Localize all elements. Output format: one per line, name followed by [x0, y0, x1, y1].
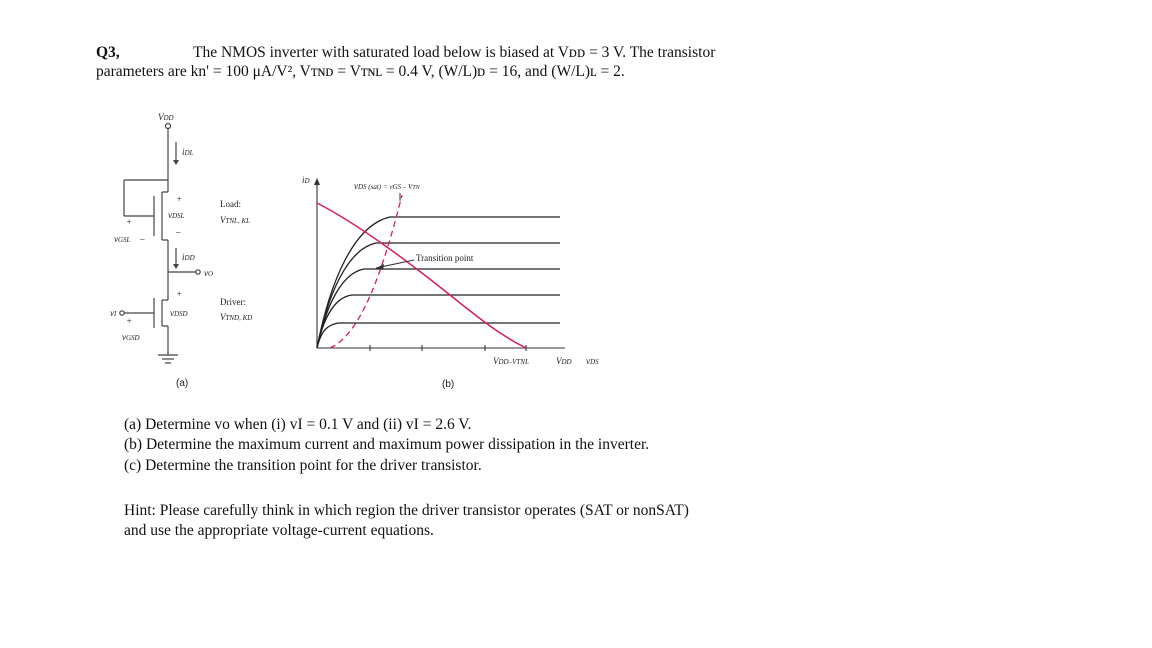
part-b-text: (b) Determine the maximum current and maximum power dissipation in the inverter.	[124, 436, 650, 453]
figure-b-caption: (b)	[442, 379, 455, 390]
vdsl-plus: +	[176, 194, 183, 204]
transition-point-label: Transition point	[416, 253, 474, 263]
question-number: Q3,	[96, 44, 120, 61]
vds-sat-curve	[330, 195, 402, 348]
question-intro-line2: parameters are kn' = 100 μA/V², Vᴛɴᴅ = Vᴛɴʟ = 0.4 V, (W/L)ᴅ = 16, and (W/L)ʟ = 2.	[96, 63, 625, 80]
vgsl-minus: –	[140, 234, 145, 244]
driver-params: VTND, KD	[220, 312, 253, 322]
vi-label: vI	[110, 308, 117, 318]
circuit-figure-a	[110, 110, 290, 395]
vdsl-label: vDSL	[168, 210, 185, 220]
load-line-curve	[317, 203, 526, 348]
vdsd-label: vDSD	[170, 308, 188, 318]
question-intro-line1: The NMOS inverter with saturated load below is biased at Vᴅᴅ = 3 V. The transistor	[193, 44, 716, 61]
vgsl-plus: +	[126, 217, 133, 227]
vdsl-minus: –	[176, 227, 181, 237]
y-axis-label: iD	[302, 175, 310, 185]
vdsd-plus: +	[176, 289, 183, 299]
load-params: VTNL, KL	[220, 215, 251, 225]
part-c-text: (c) Determine the transition point for the driver transistor.	[124, 457, 482, 474]
idd-label: iDD	[182, 252, 195, 262]
x-axis-label: vDS	[586, 356, 599, 366]
part-a-text: (a) Determine vo when (i) vI = 0.1 V and (ii) vI = 2.6 V.	[124, 416, 472, 433]
hint-line1: Hint: Please carefully think in which region the driver transistor operates (SAT or nonSAT)	[124, 502, 689, 519]
load-label: Load:	[220, 199, 241, 209]
characteristic-figure-b	[290, 165, 630, 395]
x-tick-vdd-vtnl: VDD–VTNL	[493, 356, 529, 366]
figure-a-caption: (a)	[176, 378, 189, 389]
driver-label: Driver:	[220, 297, 246, 307]
vgsl-label: vGSL	[114, 234, 131, 244]
hint-line2: and use the appropriate voltage-current equations.	[124, 522, 434, 539]
x-tick-vdd: VDD	[556, 356, 572, 366]
vo-label: vO	[204, 268, 214, 278]
idl-label: iDL	[182, 147, 194, 157]
vdd-label: VDD	[158, 112, 174, 122]
vgsd-plus: +	[126, 316, 133, 326]
vds-sat-label: vDS (sat) = vGS – VTN	[354, 181, 420, 191]
vgsd-label: vGSD	[122, 332, 140, 342]
